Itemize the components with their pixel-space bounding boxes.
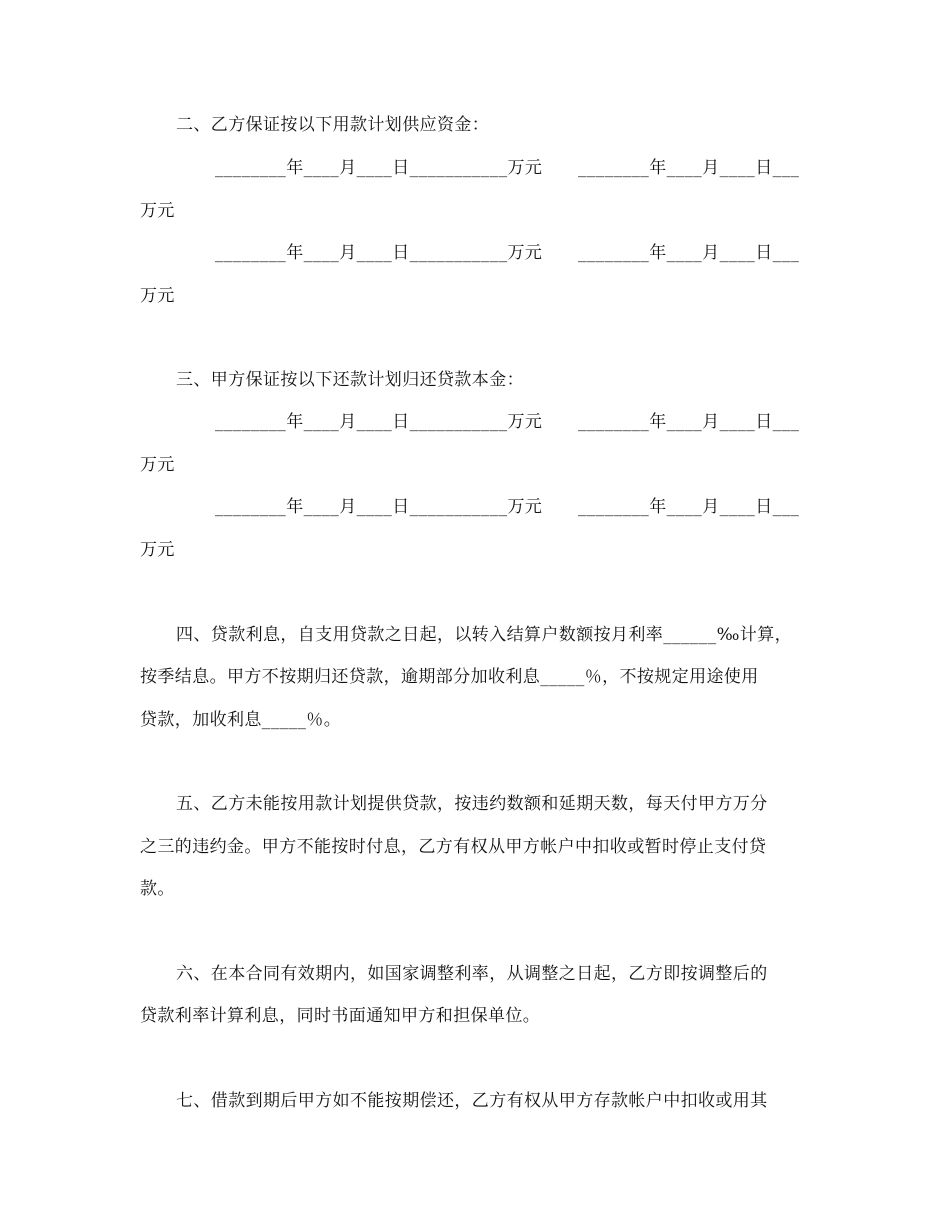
section-3-heading: 三、甲方保证按以下还款计划归还贷款本金： — [176, 370, 524, 390]
s3-plan-entry-1a: ________年____月____日___________万元 — [215, 412, 543, 432]
s3-plan-entry-2b: ________年____月____日___ — [578, 497, 800, 517]
s2-plan-entry-1a: ________年____月____日___________万元 — [215, 158, 543, 178]
section-7-line-1: 七、借款到期后甲方如不能按期偿还，乙方有权从甲方存款帐户中扣收或用其 — [176, 1091, 768, 1111]
s2-plan-entry-1b: ________年____月____日___ — [578, 158, 800, 178]
section-5-line-2: 之三的违约金。甲方不能按时付息，乙方有权从甲方帐户中扣收或暂时停止支付贷 — [140, 837, 767, 857]
section-2-heading: 二、乙方保证按以下用款计划供应资金： — [176, 115, 490, 135]
section-5-line-1: 五、乙方未能按用款计划提供贷款，按违约数额和延期天数，每天付甲方万分 — [176, 794, 768, 814]
section-6-line-2: 贷款利率计算利息，同时书面通知甲方和担保单位。 — [140, 1006, 541, 1026]
section-5-line-3: 款。 — [140, 879, 175, 899]
s2-plan-unit-2: 万元 — [140, 286, 175, 306]
s2-plan-entry-2a: ________年____月____日___________万元 — [215, 243, 543, 263]
section-4-line-3: 贷款，加收利息_____％。 — [140, 710, 342, 730]
section-6-line-1: 六、在本合同有效期内，如国家调整利率，从调整之日起，乙方即按调整后的 — [176, 964, 768, 984]
section-4-line-2: 按季结息。甲方不按期归还贷款，逾期部分加收利息_____％，不按规定用途使用 — [140, 667, 759, 687]
s2-plan-unit-1: 万元 — [140, 201, 175, 221]
section-4-line-1: 四、贷款利息，自支用贷款之日起，以转入结算户数额按月利率______‰计算， — [176, 625, 793, 645]
s3-plan-entry-2a: ________年____月____日___________万元 — [215, 497, 543, 517]
s3-plan-unit-1: 万元 — [140, 455, 175, 475]
s3-plan-entry-1b: ________年____月____日___ — [578, 412, 800, 432]
s2-plan-entry-2b: ________年____月____日___ — [578, 243, 800, 263]
s3-plan-unit-2: 万元 — [140, 540, 175, 560]
